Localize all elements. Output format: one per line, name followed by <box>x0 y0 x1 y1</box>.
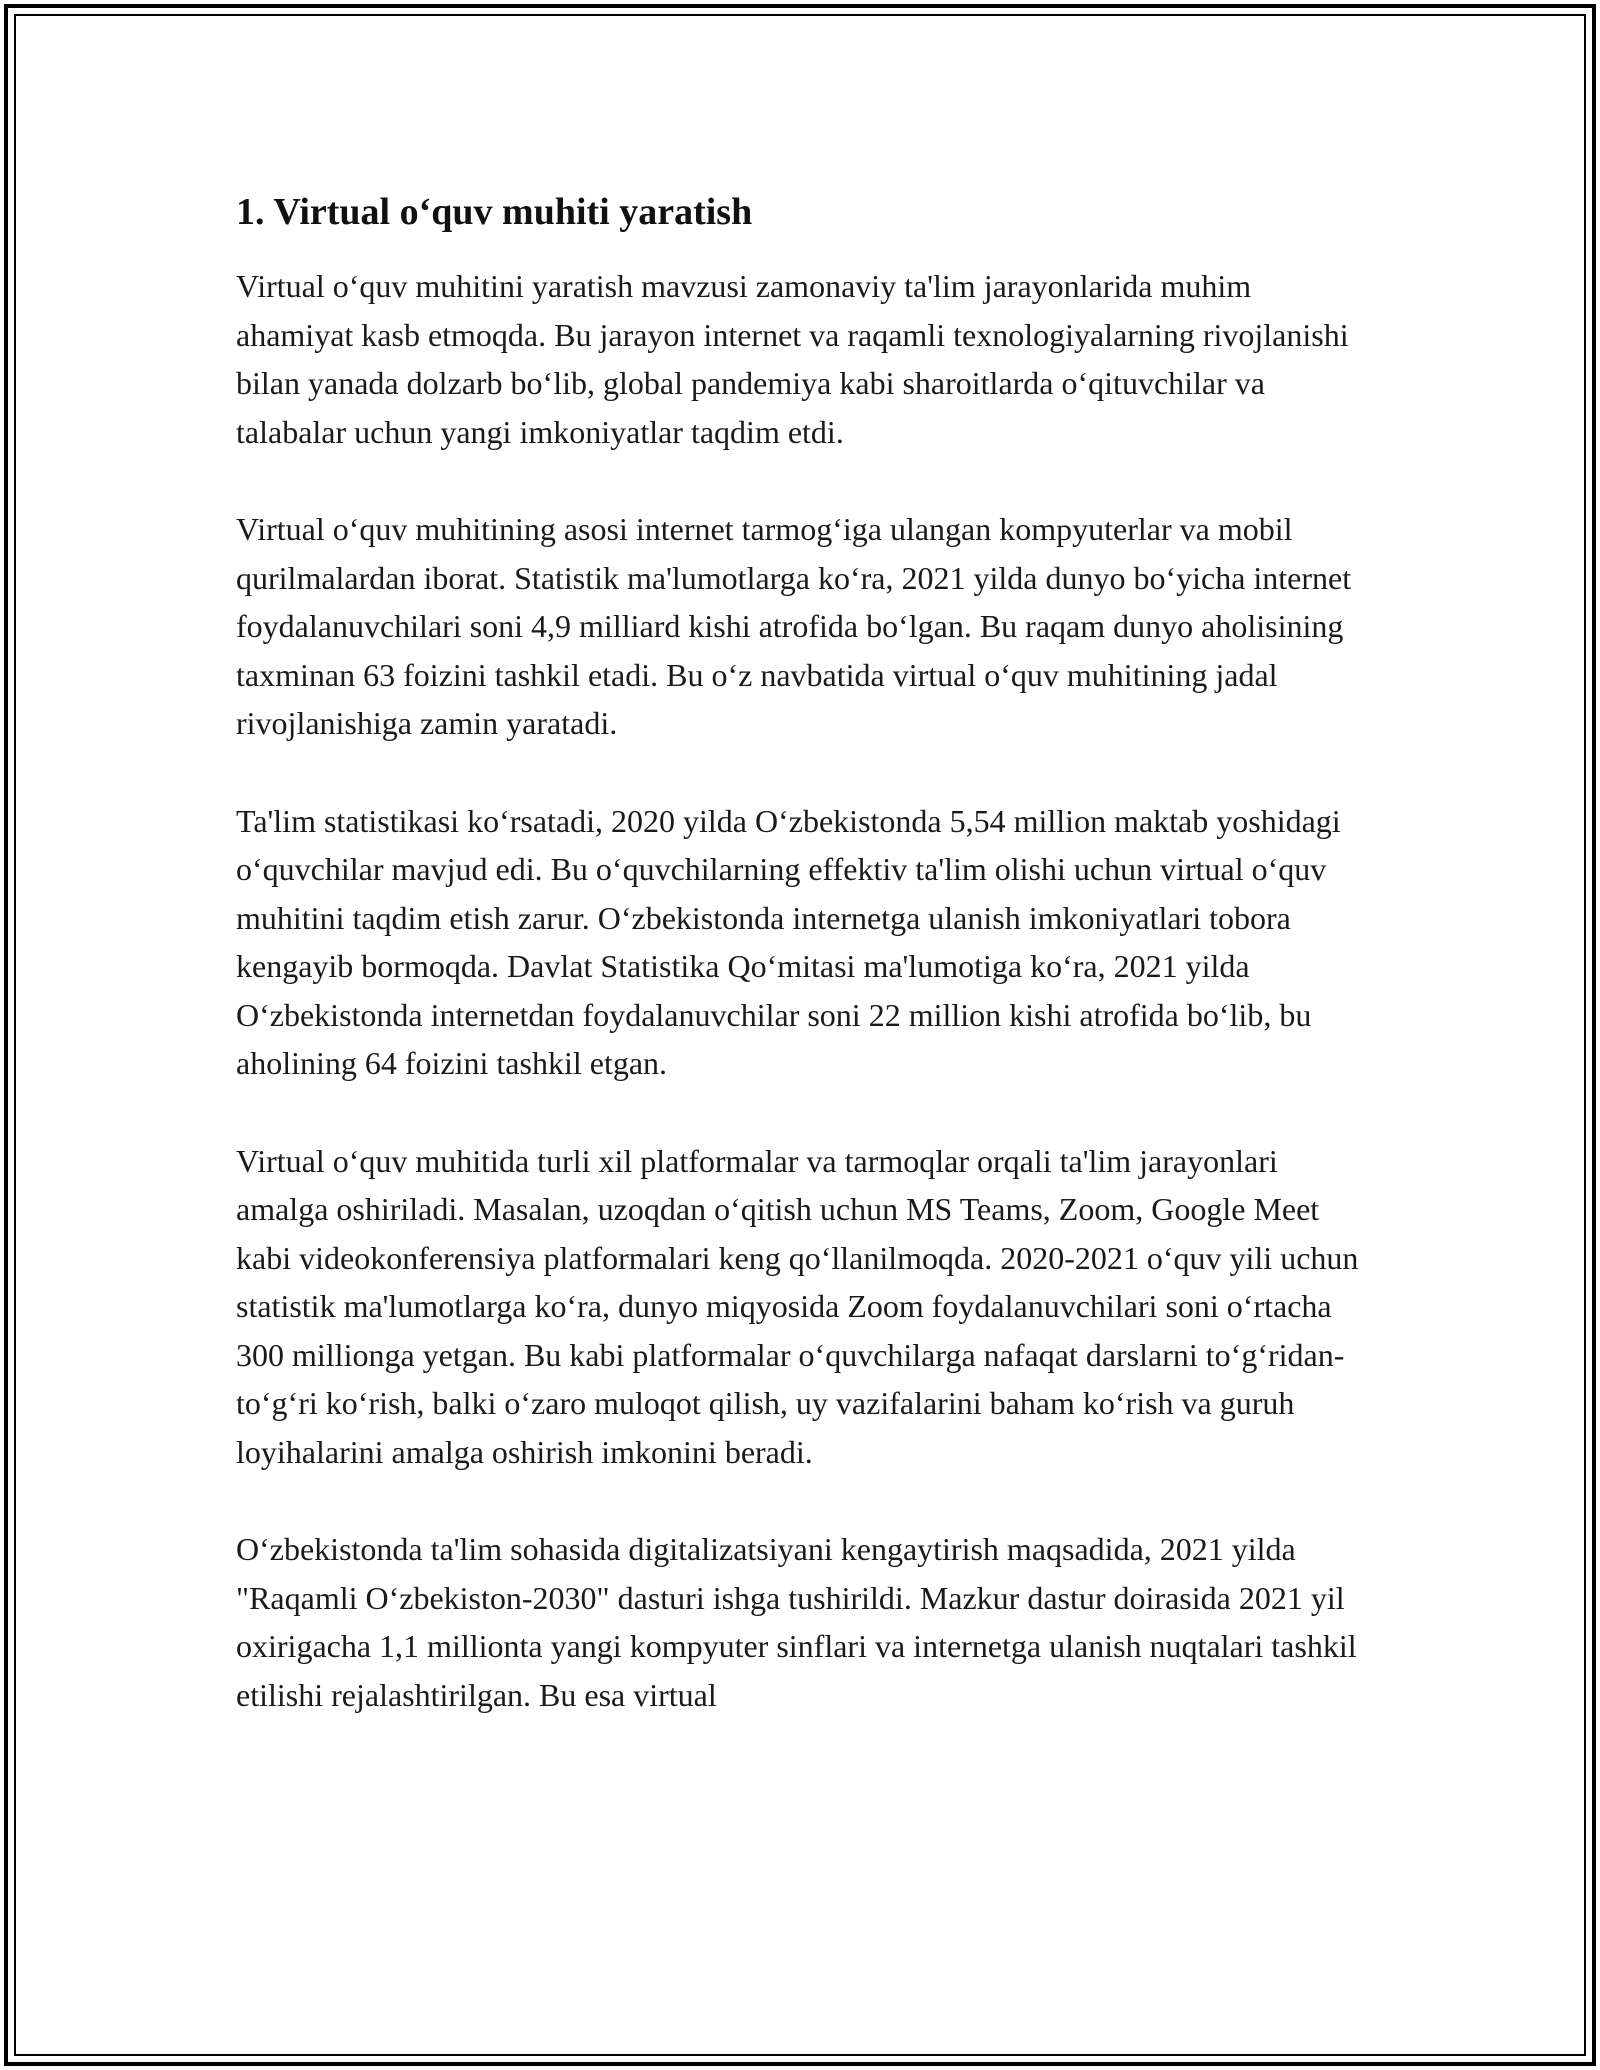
paragraph-2: Virtual o‘quv muhitining asosi internet tarmog‘iga ulangan kompyuterlar va mobil qurilmalardan iborat. Statistik ma'lumotlarga ko‘ra, 2021 yilda dunyo bo‘yicha internet foydalanuvchilari soni 4,9 milliard kishi atrofida bo‘lgan. Bu raqam dunyo aholisining taxminan 63 foizini tashkil etadi. Bu o‘z navbatida virtual o‘quv muhitining jadal rivojlanishiga zamin yaratadi. <box>236 511 1352 741</box>
paragraph-1: Virtual o‘quv muhitini yaratish mavzusi zamonaviy ta'lim jarayonlarida muhim ahamiyat kasb etmoqda. Bu jarayon internet va raqamli texnologiyalarning rivojlanishi bilan yanada dolzarb bo‘lib, global pandemiya kabi sharoitlarda o‘qituvchilar va talabalar uchun yangi imkoniyatlar taqdim etdi. <box>236 268 1349 450</box>
section-heading: 1. Virtual o‘quv muhiti yaratish <box>236 191 753 233</box>
paragraph-3: Ta'lim statistikasi ko‘rsatadi, 2020 yilda O‘zbekistonda 5,54 million maktab yoshidagi o‘quvchilar mavjud edi. Bu o‘quvchilarning effektiv ta'lim olishi uchun virtual o‘quv muhitini taqdim etish zarur. O‘zbekistonda internetga ulanish imkoniyatlari tobora kengayib bormoqda. Davlat Statistika Qo‘mitasi ma'lumotiga ko‘ra, 2021 yilda O‘zbekistonda internetdan foydalanuvchilar soni 22 million kishi atrofida bo‘lib, bu aholining 64 foizini tashkil etgan. <box>236 802 1341 1081</box>
document-body <box>236 186 1366 1768</box>
paragraph-4: Virtual o‘quv muhitida turli xil platformalar va tarmoqlar orqali ta'lim jarayonlari amalga oshiriladi. Masalan, uzoqdan o‘qitish uchun MS Teams, Zoom, Google Meet kabi videokonferensiya platformalari keng qo‘llanilmoqda. 2020-2021 o‘quv yili uchun statistik ma'lumotlarga ko‘ra, dunyo miqyosida Zoom foydalanuvchilari soni o‘rtacha 300 millionga yetgan. Bu kabi platformalar o‘quvchilarga nafaqat darslarni to‘g‘ridan-to‘g‘ri ko‘rish, balki o‘zaro muloqot qilish, uy vazifalarini baham ko‘rish va guruh loyihalarini amalga oshirish imkonini beradi. <box>236 1142 1359 1470</box>
paragraph-5: O‘zbekistonda ta'lim sohasida digitalizatsiyani kengaytirish maqsadida, 2021 yilda "Raqamli O‘zbekiston-2030" dasturi ishga tushirildi. Mazkur dastur doirasida 2021 yil oxirigacha 1,1 millionta yangi kompyuter sinflari va internetga ulanish nuqtalari tashkil etilishi rejalashtirilgan. Bu esa virtual <box>236 1531 1357 1713</box>
